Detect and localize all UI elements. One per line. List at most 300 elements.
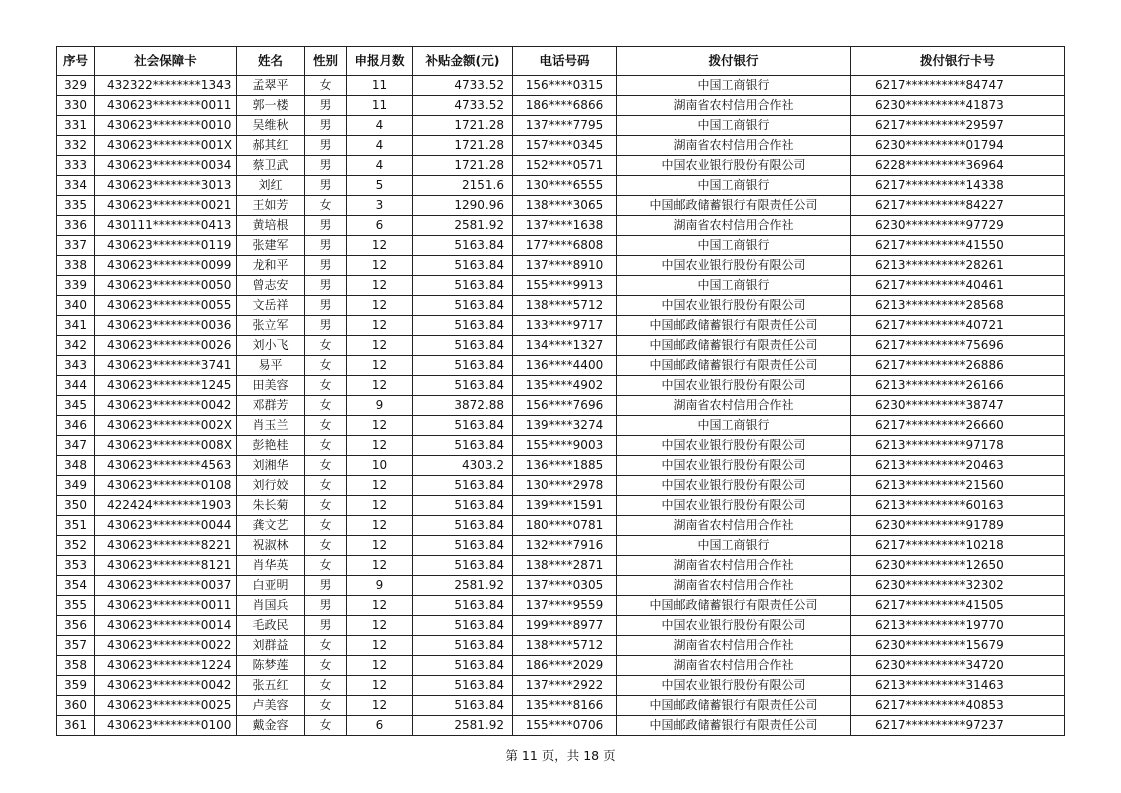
months-cell: 12	[347, 336, 413, 356]
bank-card-cell: 6228**********36964	[851, 156, 1065, 176]
social-card-cell: 430623********1224	[95, 656, 237, 676]
amount-cell: 1721.28	[413, 156, 513, 176]
bank-card-cell: 6217**********26660	[851, 416, 1065, 436]
amount-cell: 3872.88	[413, 396, 513, 416]
gender-cell: 女	[305, 476, 347, 496]
gender-cell: 女	[305, 656, 347, 676]
gender-cell: 男	[305, 216, 347, 236]
bank-cell: 湖南省农村信用合作社	[617, 516, 851, 536]
bank-cell: 湖南省农村信用合作社	[617, 576, 851, 596]
phone-cell: 199****8977	[513, 616, 617, 636]
row-number-cell: 360	[57, 696, 95, 716]
social-card-cell: 430623********0055	[95, 296, 237, 316]
row-number-cell: 359	[57, 676, 95, 696]
phone-cell: 133****9717	[513, 316, 617, 336]
table-row	[57, 116, 1065, 136]
gender-cell: 女	[305, 536, 347, 556]
table-row	[57, 636, 1065, 656]
months-cell: 12	[347, 316, 413, 336]
bank-card-cell: 6213**********26166	[851, 376, 1065, 396]
social-card-cell: 430623********0025	[95, 696, 237, 716]
phone-cell: 136****4400	[513, 356, 617, 376]
months-cell: 12	[347, 416, 413, 436]
amount-cell: 5163.84	[413, 316, 513, 336]
bank-card-cell: 6213**********97178	[851, 436, 1065, 456]
name-cell: 龙和平	[237, 256, 305, 276]
phone-cell: 137****0305	[513, 576, 617, 596]
row-number-cell: 336	[57, 216, 95, 236]
table-row	[57, 296, 1065, 316]
months-cell: 12	[347, 296, 413, 316]
social-card-cell: 432322********1343	[95, 76, 237, 96]
amount-cell: 5163.84	[413, 516, 513, 536]
name-cell: 孟翠平	[237, 76, 305, 96]
months-cell: 12	[347, 596, 413, 616]
gender-cell: 女	[305, 456, 347, 476]
gender-cell: 男	[305, 236, 347, 256]
name-cell: 刘红	[237, 176, 305, 196]
months-cell: 12	[347, 496, 413, 516]
amount-cell: 5163.84	[413, 536, 513, 556]
months-cell: 12	[347, 556, 413, 576]
social-card-cell: 430111********0413	[95, 216, 237, 236]
table-row	[57, 456, 1065, 476]
name-cell: 龚文艺	[237, 516, 305, 536]
bank-card-cell: 6217**********10218	[851, 536, 1065, 556]
months-cell: 6	[347, 216, 413, 236]
bank-cell: 中国工商银行	[617, 276, 851, 296]
header-cell: 补贴金额(元)	[413, 47, 513, 76]
phone-cell: 132****7916	[513, 536, 617, 556]
bank-card-cell: 6230**********91789	[851, 516, 1065, 536]
amount-cell: 5163.84	[413, 296, 513, 316]
row-number-cell: 353	[57, 556, 95, 576]
table-row	[57, 416, 1065, 436]
months-cell: 12	[347, 536, 413, 556]
bank-cell: 湖南省农村信用合作社	[617, 556, 851, 576]
gender-cell: 女	[305, 396, 347, 416]
row-number-cell: 346	[57, 416, 95, 436]
social-card-cell: 430623********0034	[95, 156, 237, 176]
phone-cell: 136****1885	[513, 456, 617, 476]
bank-card-cell: 6217**********26886	[851, 356, 1065, 376]
row-number-cell: 330	[57, 96, 95, 116]
bank-cell: 湖南省农村信用合作社	[617, 396, 851, 416]
social-card-cell: 430623********3013	[95, 176, 237, 196]
amount-cell: 5163.84	[413, 496, 513, 516]
row-number-cell: 355	[57, 596, 95, 616]
name-cell: 刘群益	[237, 636, 305, 656]
name-cell: 朱长菊	[237, 496, 305, 516]
name-cell: 刘湘华	[237, 456, 305, 476]
gender-cell: 女	[305, 516, 347, 536]
gender-cell: 男	[305, 596, 347, 616]
bank-card-cell: 6217**********40853	[851, 696, 1065, 716]
name-cell: 刘行姣	[237, 476, 305, 496]
social-card-cell: 430623********0119	[95, 236, 237, 256]
table-row	[57, 536, 1065, 556]
name-cell: 张建军	[237, 236, 305, 256]
table-row	[57, 96, 1065, 116]
name-cell: 卢美容	[237, 696, 305, 716]
phone-cell: 156****7696	[513, 396, 617, 416]
table-row	[57, 356, 1065, 376]
amount-cell: 5163.84	[413, 256, 513, 276]
months-cell: 12	[347, 476, 413, 496]
gender-cell: 女	[305, 716, 347, 736]
row-number-cell: 350	[57, 496, 95, 516]
bank-cell: 湖南省农村信用合作社	[617, 96, 851, 116]
bank-card-cell: 6217**********84747	[851, 76, 1065, 96]
name-cell: 张立军	[237, 316, 305, 336]
amount-cell: 4733.52	[413, 96, 513, 116]
amount-cell: 5163.84	[413, 376, 513, 396]
name-cell: 彭艳桂	[237, 436, 305, 456]
social-card-cell: 430623********0011	[95, 596, 237, 616]
phone-cell: 155****0706	[513, 716, 617, 736]
table-row	[57, 596, 1065, 616]
months-cell: 3	[347, 196, 413, 216]
bank-cell: 中国农业银行股份有限公司	[617, 376, 851, 396]
table-row	[57, 216, 1065, 236]
header-cell: 拨付银行卡号	[851, 47, 1065, 76]
bank-cell: 中国邮政储蓄银行有限责任公司	[617, 336, 851, 356]
name-cell: 邓群芳	[237, 396, 305, 416]
bank-cell: 中国农业银行股份有限公司	[617, 456, 851, 476]
months-cell: 9	[347, 576, 413, 596]
row-number-cell: 356	[57, 616, 95, 636]
bank-card-cell: 6230**********01794	[851, 136, 1065, 156]
bank-card-cell: 6217**********41550	[851, 236, 1065, 256]
social-card-cell: 430623********0010	[95, 116, 237, 136]
row-number-cell: 339	[57, 276, 95, 296]
bank-card-cell: 6217**********84227	[851, 196, 1065, 216]
amount-cell: 1721.28	[413, 116, 513, 136]
table-row	[57, 476, 1065, 496]
table-row	[57, 256, 1065, 276]
social-card-cell: 430623********008X	[95, 436, 237, 456]
social-card-cell: 430623********0108	[95, 476, 237, 496]
row-number-cell: 357	[57, 636, 95, 656]
phone-cell: 152****0571	[513, 156, 617, 176]
bank-cell: 中国工商银行	[617, 176, 851, 196]
months-cell: 4	[347, 136, 413, 156]
row-number-cell: 337	[57, 236, 95, 256]
table-row	[57, 196, 1065, 216]
name-cell: 吴维秋	[237, 116, 305, 136]
gender-cell: 男	[305, 116, 347, 136]
amount-cell: 5163.84	[413, 616, 513, 636]
gender-cell: 女	[305, 436, 347, 456]
name-cell: 肖玉兰	[237, 416, 305, 436]
months-cell: 12	[347, 676, 413, 696]
bank-card-cell: 6213**********60163	[851, 496, 1065, 516]
months-cell: 12	[347, 636, 413, 656]
row-number-cell: 340	[57, 296, 95, 316]
bank-card-cell: 6213**********28261	[851, 256, 1065, 276]
name-cell: 黄培根	[237, 216, 305, 236]
social-card-cell: 430623********8121	[95, 556, 237, 576]
row-number-cell: 332	[57, 136, 95, 156]
months-cell: 12	[347, 376, 413, 396]
row-number-cell: 338	[57, 256, 95, 276]
bank-cell: 中国工商银行	[617, 236, 851, 256]
phone-cell: 186****6866	[513, 96, 617, 116]
bank-card-cell: 6213**********21560	[851, 476, 1065, 496]
header-row	[57, 47, 1065, 76]
header-cell: 姓名	[237, 47, 305, 76]
row-number-cell: 358	[57, 656, 95, 676]
amount-cell: 5163.84	[413, 636, 513, 656]
bank-card-cell: 6217**********40461	[851, 276, 1065, 296]
months-cell: 12	[347, 256, 413, 276]
social-card-cell: 430623********0022	[95, 636, 237, 656]
social-card-cell: 430623********001X	[95, 136, 237, 156]
header-cell: 拨付银行	[617, 47, 851, 76]
bank-card-cell: 6230**********97729	[851, 216, 1065, 236]
bank-cell: 中国农业银行股份有限公司	[617, 496, 851, 516]
row-number-cell: 347	[57, 436, 95, 456]
phone-cell: 180****0781	[513, 516, 617, 536]
gender-cell: 女	[305, 336, 347, 356]
amount-cell: 5163.84	[413, 416, 513, 436]
amount-cell: 1721.28	[413, 136, 513, 156]
months-cell: 12	[347, 516, 413, 536]
table-row	[57, 376, 1065, 396]
gender-cell: 男	[305, 616, 347, 636]
bank-card-cell: 6213**********31463	[851, 676, 1065, 696]
table-row	[57, 396, 1065, 416]
phone-cell: 137****2922	[513, 676, 617, 696]
bank-card-cell: 6217**********40721	[851, 316, 1065, 336]
bank-card-cell: 6213**********20463	[851, 456, 1065, 476]
months-cell: 6	[347, 716, 413, 736]
amount-cell: 5163.84	[413, 596, 513, 616]
months-cell: 4	[347, 116, 413, 136]
gender-cell: 女	[305, 556, 347, 576]
bank-cell: 中国农业银行股份有限公司	[617, 616, 851, 636]
row-number-cell: 348	[57, 456, 95, 476]
table-row	[57, 696, 1065, 716]
bank-card-cell: 6217**********29597	[851, 116, 1065, 136]
phone-cell: 138****2871	[513, 556, 617, 576]
social-card-cell: 422424********1903	[95, 496, 237, 516]
bank-card-cell: 6213**********28568	[851, 296, 1065, 316]
gender-cell: 男	[305, 256, 347, 276]
bank-cell: 中国农业银行股份有限公司	[617, 476, 851, 496]
gender-cell: 女	[305, 636, 347, 656]
bank-card-cell: 6230**********12650	[851, 556, 1065, 576]
phone-cell: 135****4902	[513, 376, 617, 396]
row-number-cell: 343	[57, 356, 95, 376]
row-number-cell: 335	[57, 196, 95, 216]
table-row	[57, 176, 1065, 196]
phone-cell: 137****9559	[513, 596, 617, 616]
table-row	[57, 436, 1065, 456]
gender-cell: 男	[305, 156, 347, 176]
table-row	[57, 576, 1065, 596]
bank-cell: 中国工商银行	[617, 76, 851, 96]
bank-cell: 中国工商银行	[617, 116, 851, 136]
row-number-cell: 341	[57, 316, 95, 336]
name-cell: 易平	[237, 356, 305, 376]
bank-cell: 湖南省农村信用合作社	[617, 636, 851, 656]
gender-cell: 男	[305, 136, 347, 156]
bank-cell: 中国农业银行股份有限公司	[617, 436, 851, 456]
bank-card-cell: 6217**********97237	[851, 716, 1065, 736]
amount-cell: 5163.84	[413, 656, 513, 676]
months-cell: 12	[347, 276, 413, 296]
table-row	[57, 76, 1065, 96]
name-cell: 曾志安	[237, 276, 305, 296]
phone-cell: 157****0345	[513, 136, 617, 156]
amount-cell: 5163.84	[413, 356, 513, 376]
social-card-cell: 430623********0100	[95, 716, 237, 736]
bank-cell: 中国农业银行股份有限公司	[617, 256, 851, 276]
months-cell: 12	[347, 236, 413, 256]
phone-cell: 137****7795	[513, 116, 617, 136]
amount-cell: 5163.84	[413, 236, 513, 256]
row-number-cell: 361	[57, 716, 95, 736]
name-cell: 王如芳	[237, 196, 305, 216]
months-cell: 4	[347, 156, 413, 176]
table-row	[57, 496, 1065, 516]
row-number-cell: 354	[57, 576, 95, 596]
amount-cell: 5163.84	[413, 556, 513, 576]
amount-cell: 5163.84	[413, 476, 513, 496]
social-card-cell: 430623********0037	[95, 576, 237, 596]
row-number-cell: 352	[57, 536, 95, 556]
phone-cell: 137****1638	[513, 216, 617, 236]
phone-cell: 138****5712	[513, 636, 617, 656]
table-row	[57, 516, 1065, 536]
bank-card-cell: 6230**********34720	[851, 656, 1065, 676]
phone-cell: 177****6808	[513, 236, 617, 256]
row-number-cell: 349	[57, 476, 95, 496]
phone-cell: 186****2029	[513, 656, 617, 676]
row-number-cell: 342	[57, 336, 95, 356]
table-row	[57, 676, 1065, 696]
gender-cell: 女	[305, 496, 347, 516]
name-cell: 刘小飞	[237, 336, 305, 356]
phone-cell: 156****0315	[513, 76, 617, 96]
gender-cell: 男	[305, 576, 347, 596]
name-cell: 郝其红	[237, 136, 305, 156]
phone-cell: 138****5712	[513, 296, 617, 316]
table-row	[57, 276, 1065, 296]
bank-card-cell: 6230**********41873	[851, 96, 1065, 116]
months-cell: 9	[347, 396, 413, 416]
social-card-cell: 430623********0036	[95, 316, 237, 336]
social-card-cell: 430623********0021	[95, 196, 237, 216]
name-cell: 陈梦莲	[237, 656, 305, 676]
bank-cell: 中国工商银行	[617, 416, 851, 436]
months-cell: 12	[347, 356, 413, 376]
social-card-cell: 430623********0011	[95, 96, 237, 116]
gender-cell: 女	[305, 76, 347, 96]
page-footer: 第 11 页，共 18 页	[505, 748, 616, 763]
row-number-cell: 329	[57, 76, 95, 96]
amount-cell: 5163.84	[413, 696, 513, 716]
months-cell: 12	[347, 436, 413, 456]
name-cell: 蔡卫武	[237, 156, 305, 176]
gender-cell: 女	[305, 376, 347, 396]
months-cell: 10	[347, 456, 413, 476]
bank-cell: 中国邮政储蓄银行有限责任公司	[617, 316, 851, 336]
header-cell: 电话号码	[513, 47, 617, 76]
phone-cell: 135****8166	[513, 696, 617, 716]
months-cell: 12	[347, 616, 413, 636]
gender-cell: 女	[305, 676, 347, 696]
gender-cell: 女	[305, 196, 347, 216]
phone-cell: 130****6555	[513, 176, 617, 196]
bank-card-cell: 6217**********14338	[851, 176, 1065, 196]
bank-card-cell: 6213**********19770	[851, 616, 1065, 636]
gender-cell: 男	[305, 296, 347, 316]
amount-cell: 5163.84	[413, 436, 513, 456]
amount-cell: 5163.84	[413, 336, 513, 356]
gender-cell: 女	[305, 696, 347, 716]
gender-cell: 男	[305, 316, 347, 336]
amount-cell: 2581.92	[413, 576, 513, 596]
header-cell: 序号	[57, 47, 95, 76]
bank-card-cell: 6230**********15679	[851, 636, 1065, 656]
name-cell: 郭一楼	[237, 96, 305, 116]
phone-cell: 130****2978	[513, 476, 617, 496]
row-number-cell: 334	[57, 176, 95, 196]
social-card-cell: 430623********0099	[95, 256, 237, 276]
name-cell: 肖国兵	[237, 596, 305, 616]
row-number-cell: 345	[57, 396, 95, 416]
bank-cell: 中国农业银行股份有限公司	[617, 296, 851, 316]
social-card-cell: 430623********002X	[95, 416, 237, 436]
table-row	[57, 556, 1065, 576]
phone-cell: 139****1591	[513, 496, 617, 516]
bank-cell: 中国工商银行	[617, 536, 851, 556]
gender-cell: 女	[305, 356, 347, 376]
bank-cell: 中国邮政储蓄银行有限责任公司	[617, 356, 851, 376]
social-card-cell: 430623********3741	[95, 356, 237, 376]
bank-cell: 中国农业银行股份有限公司	[617, 156, 851, 176]
table-row	[57, 716, 1065, 736]
subsidy-table	[56, 46, 1065, 736]
amount-cell: 5163.84	[413, 276, 513, 296]
social-card-cell: 430623********0044	[95, 516, 237, 536]
phone-cell: 155****9003	[513, 436, 617, 456]
phone-cell: 155****9913	[513, 276, 617, 296]
name-cell: 祝淑林	[237, 536, 305, 556]
row-number-cell: 331	[57, 116, 95, 136]
social-card-cell: 430623********0042	[95, 676, 237, 696]
social-card-cell: 430623********0026	[95, 336, 237, 356]
bank-cell: 中国邮政储蓄银行有限责任公司	[617, 696, 851, 716]
amount-cell: 2581.92	[413, 216, 513, 236]
bank-cell: 中国邮政储蓄银行有限责任公司	[617, 596, 851, 616]
table-row	[57, 316, 1065, 336]
row-number-cell: 333	[57, 156, 95, 176]
months-cell: 11	[347, 96, 413, 116]
gender-cell: 男	[305, 276, 347, 296]
bank-card-cell: 6230**********32302	[851, 576, 1065, 596]
months-cell: 11	[347, 76, 413, 96]
amount-cell: 4733.52	[413, 76, 513, 96]
social-card-cell: 430623********0014	[95, 616, 237, 636]
row-number-cell: 351	[57, 516, 95, 536]
phone-cell: 137****8910	[513, 256, 617, 276]
amount-cell: 4303.2	[413, 456, 513, 476]
phone-cell: 138****3065	[513, 196, 617, 216]
amount-cell: 5163.84	[413, 676, 513, 696]
